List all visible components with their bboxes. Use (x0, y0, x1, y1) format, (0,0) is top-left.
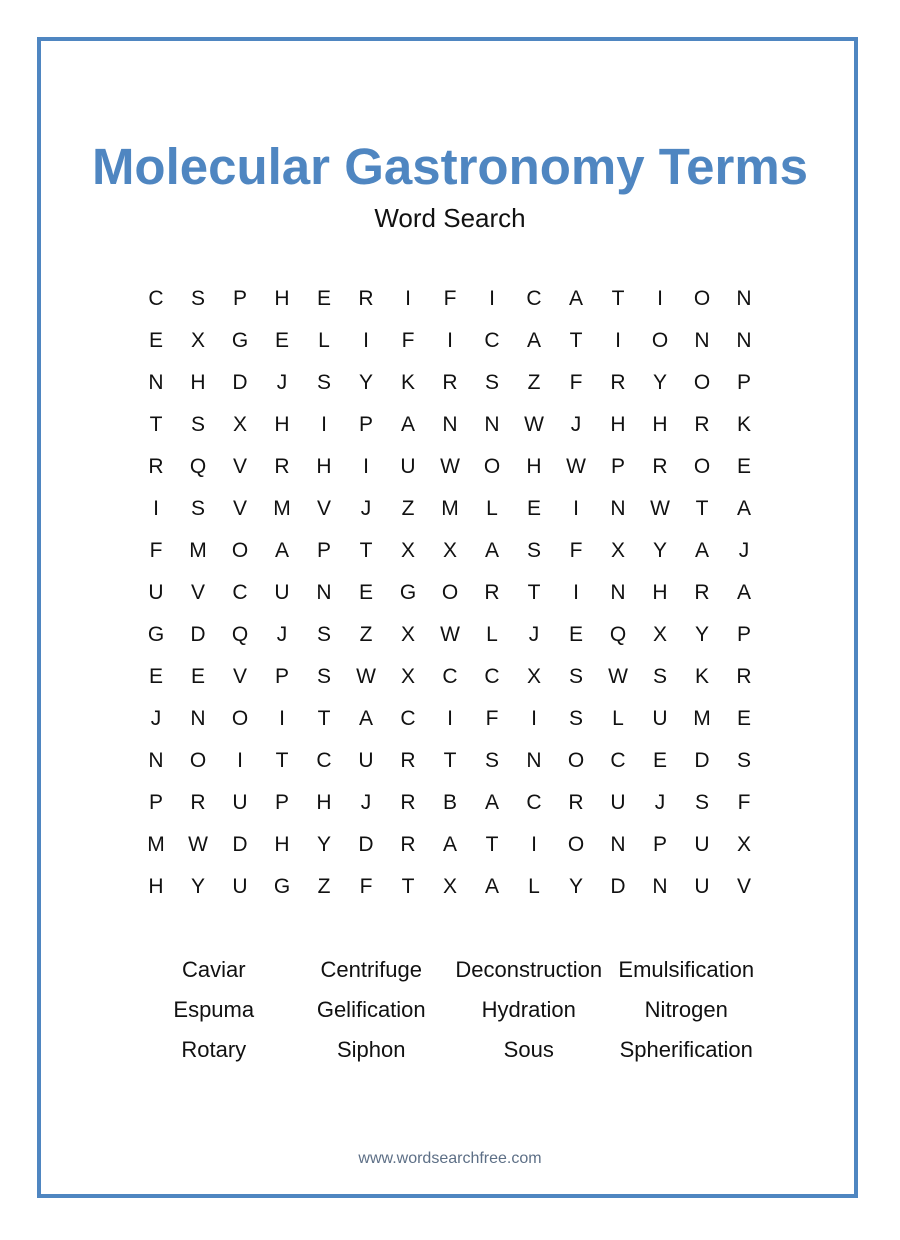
grid-letter: U (148, 581, 164, 604)
word-list-item: Nitrogen (644, 997, 728, 1022)
grid-letter: I (489, 287, 495, 310)
grid-letter: S (568, 707, 583, 730)
grid-letter: L (612, 707, 624, 730)
grid-letter: J (276, 623, 288, 646)
grid-letter: I (153, 497, 159, 520)
grid-letter: R (652, 455, 668, 478)
grid-letter: A (442, 833, 457, 856)
grid-letter: H (274, 287, 290, 310)
grid-letter: P (652, 833, 667, 856)
grid-letter: A (736, 497, 751, 520)
grid-letter: H (610, 413, 626, 436)
grid-letter: H (190, 371, 206, 394)
grid-letter: T (611, 287, 625, 310)
word-list-item: Spherification (619, 1037, 753, 1062)
grid-letter: A (484, 791, 499, 814)
grid-letter: D (610, 875, 626, 898)
grid-letter: P (274, 665, 289, 688)
word-list-item: Sous (503, 1037, 554, 1062)
grid-letter: X (610, 539, 625, 562)
grid-letter: N (694, 329, 710, 352)
grid-letter: S (190, 497, 205, 520)
grid-letter: A (400, 413, 415, 436)
grid-letter: N (652, 875, 668, 898)
grid-letter: X (526, 665, 541, 688)
grid-letter: V (232, 455, 247, 478)
grid-letter: N (148, 371, 164, 394)
grid-letter: U (610, 791, 626, 814)
grid-letter: T (401, 875, 415, 898)
grid-letter: P (148, 791, 163, 814)
grid-letter: R (484, 581, 500, 604)
grid-letter: C (400, 707, 416, 730)
grid-letter: Y (358, 371, 373, 394)
grid-letter: R (442, 371, 458, 394)
grid-letter: U (694, 833, 710, 856)
grid-letter: N (610, 581, 626, 604)
grid-letter: A (736, 581, 751, 604)
word-list-item: Centrifuge (320, 957, 422, 982)
grid-letter: T (569, 329, 583, 352)
grid-letter: R (400, 833, 416, 856)
grid-letter: A (274, 539, 289, 562)
grid-letter: J (570, 413, 582, 436)
grid-letter: D (232, 833, 248, 856)
grid-letter: Y (652, 371, 667, 394)
grid-letter: A (358, 707, 373, 730)
grid-letter: U (274, 581, 290, 604)
grid-letter: E (358, 581, 373, 604)
grid-letter: W (608, 665, 628, 688)
grid-letter: X (400, 665, 415, 688)
grid-letter: T (275, 749, 289, 772)
grid-letter: Q (609, 623, 627, 646)
word-list-item: Espuma (173, 997, 255, 1022)
grid-letter: R (400, 749, 416, 772)
grid-letter: N (190, 707, 206, 730)
grid-letter: W (440, 455, 460, 478)
grid-letter: I (615, 329, 621, 352)
grid-letter: N (736, 287, 752, 310)
grid-letter: F (359, 875, 373, 898)
grid-letter: X (400, 539, 415, 562)
grid-letter: H (274, 833, 290, 856)
grid-letter: R (694, 413, 710, 436)
grid-letter: E (526, 497, 541, 520)
grid-letter: V (232, 665, 247, 688)
grid-letter: S (190, 413, 205, 436)
grid-letter: S (526, 539, 541, 562)
grid-letter: N (736, 329, 752, 352)
grid-letter: Y (694, 623, 709, 646)
grid-letter: U (232, 791, 248, 814)
grid-letter: E (274, 329, 289, 352)
grid-letter: S (736, 749, 751, 772)
grid-letter: U (400, 455, 416, 478)
grid-letter: F (737, 791, 751, 814)
grid-letter: B (442, 791, 457, 814)
footer-url: www.wordsearchfree.com (358, 1150, 542, 1167)
grid-letter: O (231, 539, 249, 562)
grid-letter: P (358, 413, 373, 436)
grid-letter: D (190, 623, 206, 646)
grid-letter: S (316, 665, 331, 688)
grid-letter: P (736, 371, 751, 394)
grid-letter: O (693, 455, 711, 478)
grid-letter: P (232, 287, 247, 310)
grid-letter: O (567, 749, 585, 772)
word-list-item: Deconstruction (455, 957, 603, 982)
grid-letter: G (147, 623, 165, 646)
grid-letter: X (442, 539, 457, 562)
grid-letter: S (652, 665, 667, 688)
grid-letter: G (273, 875, 291, 898)
grid-letter: C (442, 665, 458, 688)
grid-letter: K (694, 665, 709, 688)
grid-letter: I (531, 833, 537, 856)
grid-letter: A (568, 287, 583, 310)
grid-letter: M (273, 497, 291, 520)
grid-letter: I (573, 497, 579, 520)
grid-letter: C (484, 329, 500, 352)
grid-letter: N (148, 749, 164, 772)
grid-letter: M (147, 833, 165, 856)
grid-letter: C (610, 749, 626, 772)
grid-letter: H (316, 791, 332, 814)
grid-letter: S (316, 371, 331, 394)
grid-letter: J (150, 707, 162, 730)
grid-letter: R (610, 371, 626, 394)
grid-letter: A (484, 875, 499, 898)
grid-letter: I (279, 707, 285, 730)
grid-letter: T (317, 707, 331, 730)
grid-letter: X (442, 875, 457, 898)
grid-letter: I (405, 287, 411, 310)
grid-letter: I (237, 749, 243, 772)
grid-letter: L (318, 329, 330, 352)
grid-letter: N (484, 413, 500, 436)
grid-letter: C (526, 791, 542, 814)
grid-letter: M (189, 539, 207, 562)
grid-letter: N (442, 413, 458, 436)
word-list-item: Caviar (181, 957, 246, 982)
grid-letter: S (316, 623, 331, 646)
grid-letter: W (650, 497, 670, 520)
grid-letter: S (484, 371, 499, 394)
grid-letter: A (526, 329, 541, 352)
grid-letter: O (189, 749, 207, 772)
grid-letter: G (231, 329, 249, 352)
grid-letter: R (400, 791, 416, 814)
grid-letter: J (276, 371, 288, 394)
grid-letter: P (316, 539, 331, 562)
grid-letter: W (440, 623, 460, 646)
grid-letter: R (736, 665, 752, 688)
grid-letter: D (232, 371, 248, 394)
grid-letter: H (526, 455, 542, 478)
grid-letter: R (568, 791, 584, 814)
grid-letter: W (356, 665, 376, 688)
grid-letter: F (569, 371, 583, 394)
grid-letter: K (736, 413, 751, 436)
grid-letter: R (358, 287, 374, 310)
grid-letter: L (528, 875, 540, 898)
page-subtitle: Word Search (374, 203, 526, 233)
grid-letter: V (232, 497, 247, 520)
grid-letter: C (484, 665, 500, 688)
grid-letter: I (363, 329, 369, 352)
grid-letter: H (148, 875, 164, 898)
word-list-item: Gelification (316, 997, 426, 1022)
grid-letter: D (358, 833, 374, 856)
grid-letter: X (400, 623, 415, 646)
grid-letter: X (232, 413, 247, 436)
grid-letter: U (232, 875, 248, 898)
grid-letter: N (610, 833, 626, 856)
grid-letter: R (694, 581, 710, 604)
word-list-item: Siphon (336, 1037, 406, 1062)
grid-letter: O (693, 371, 711, 394)
grid-letter: J (654, 791, 666, 814)
grid-letter: H (274, 413, 290, 436)
grid-letter: I (657, 287, 663, 310)
grid-letter: F (485, 707, 499, 730)
word-list-item: Emulsification (618, 957, 755, 982)
grid-letter: T (695, 497, 709, 520)
grid-letter: W (188, 833, 208, 856)
grid-letter: E (190, 665, 205, 688)
grid-letter: I (321, 413, 327, 436)
grid-letter: Y (568, 875, 583, 898)
grid-letter: V (316, 497, 331, 520)
grid-letter: F (149, 539, 163, 562)
grid-letter: E (736, 707, 751, 730)
grid-letter: D (694, 749, 710, 772)
grid-letter: E (148, 665, 163, 688)
grid-letter: O (693, 287, 711, 310)
grid-letter: N (610, 497, 626, 520)
grid-letter: V (736, 875, 751, 898)
grid-letter: E (652, 749, 667, 772)
grid-letter: P (274, 791, 289, 814)
grid-letter: F (401, 329, 415, 352)
grid-letter: T (359, 539, 373, 562)
grid-letter: H (652, 413, 668, 436)
grid-letter: I (363, 455, 369, 478)
grid-letter: M (441, 497, 459, 520)
letter-grid (135, 278, 765, 908)
grid-letter: U (652, 707, 668, 730)
grid-letter: J (360, 497, 372, 520)
grid-letter: O (483, 455, 501, 478)
grid-letter: J (360, 791, 372, 814)
grid-letter: R (148, 455, 164, 478)
grid-letter: C (148, 287, 164, 310)
grid-letter: M (693, 707, 711, 730)
grid-letter: Y (190, 875, 205, 898)
grid-letter: T (149, 413, 163, 436)
grid-letter: S (568, 665, 583, 688)
grid-letter: Q (189, 455, 207, 478)
grid-letter: Y (652, 539, 667, 562)
word-list (135, 950, 765, 1070)
grid-letter: O (231, 707, 249, 730)
grid-letter: E (316, 287, 331, 310)
grid-letter: R (274, 455, 290, 478)
grid-letter: T (527, 581, 541, 604)
grid-letter: Q (231, 623, 249, 646)
grid-letter: T (443, 749, 457, 772)
grid-letter: P (736, 623, 751, 646)
grid-letter: N (316, 581, 332, 604)
grid-letter: Z (527, 371, 541, 394)
grid-letter: N (526, 749, 542, 772)
grid-letter: U (694, 875, 710, 898)
grid-letter: P (610, 455, 625, 478)
grid-letter: E (736, 455, 751, 478)
word-list-item: Hydration (481, 997, 576, 1022)
grid-letter: X (652, 623, 667, 646)
grid-letter: Y (316, 833, 331, 856)
grid-letter: I (447, 329, 453, 352)
grid-letter: Z (359, 623, 373, 646)
grid-letter: H (316, 455, 332, 478)
grid-letter: J (738, 539, 750, 562)
grid-letter: O (441, 581, 459, 604)
grid-letter: H (652, 581, 668, 604)
grid-letter: V (190, 581, 205, 604)
grid-letter: X (736, 833, 751, 856)
grid-letter: F (569, 539, 583, 562)
grid-letter: S (484, 749, 499, 772)
grid-letter: T (485, 833, 499, 856)
grid-letter: C (232, 581, 248, 604)
grid-letter: E (568, 623, 583, 646)
grid-letter: A (694, 539, 709, 562)
grid-letter: I (573, 581, 579, 604)
grid-letter: Z (401, 497, 415, 520)
grid-letter: Z (317, 875, 331, 898)
grid-letter: L (486, 623, 498, 646)
page-title: Molecular Gastronomy Terms (91, 138, 809, 195)
grid-letter: J (528, 623, 540, 646)
grid-letter: K (400, 371, 415, 394)
grid-letter: X (190, 329, 205, 352)
grid-letter: L (486, 497, 498, 520)
grid-letter: R (190, 791, 206, 814)
grid-letter: C (316, 749, 332, 772)
grid-letter: S (190, 287, 205, 310)
grid-letter: I (531, 707, 537, 730)
grid-letter: U (358, 749, 374, 772)
grid-letter: F (443, 287, 457, 310)
grid-letter: G (399, 581, 417, 604)
grid-letter: W (566, 455, 586, 478)
grid-letter: I (447, 707, 453, 730)
word-list-item: Rotary (181, 1037, 247, 1062)
grid-letter: O (567, 833, 585, 856)
grid-letter: O (651, 329, 669, 352)
grid-letter: S (694, 791, 709, 814)
grid-letter: A (484, 539, 499, 562)
grid-letter: E (148, 329, 163, 352)
grid-letter: C (526, 287, 542, 310)
grid-letter: W (524, 413, 544, 436)
